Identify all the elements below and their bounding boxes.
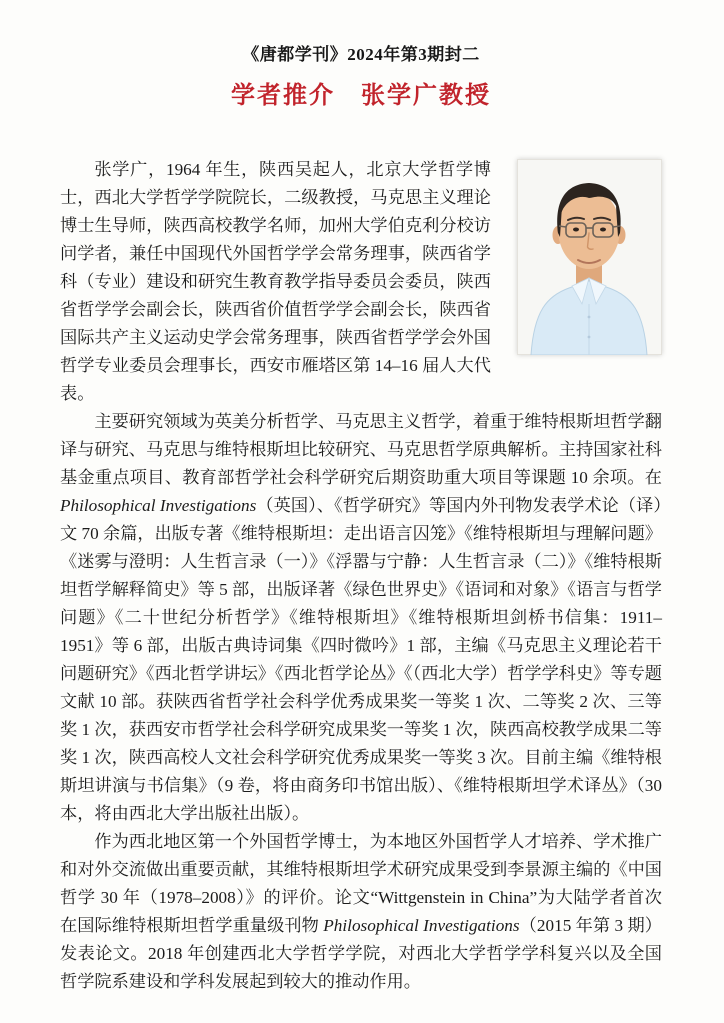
journal-issue-line: 《唐都学刊》2024年第3期封二	[242, 45, 480, 64]
text-segment: Philosophical Investigations	[323, 916, 520, 935]
article-body	[60, 156, 662, 996]
contribution-paragraph	[60, 828, 662, 996]
portrait-illustration	[517, 159, 662, 355]
text-segment: （英国）、《哲学研究》等国内外刊物发表学术论（译）文 70 余篇，出版专著《维特根斯坦：走出语言囚笼》《维特根斯坦与理解问题》《迷雾与澄明：人生哲言录（一）》《浮嚣与宁静：人生哲言录（二）》《维特根斯坦哲学解释简史》等 5 部，出版译著《绿色世界史》《语词和对象》《语言与哲学问题》《二十世纪分析哲学》《维特根斯坦》《维特根斯坦剑桥书信集：1911–1951》等 6 部，出版古典诗词集《四时微吟》1 部，主编《马克思主义理论若干问题研究》《西北哲学讲坛》《西北哲学论丛》《（西北大学）哲学学科史》等专题文献 10 部。获陕西省哲学社会科学优秀成果奖一等奖 1 次、二等奖 2 次、三等奖 1 次，获西安市哲学社会科学研究成果奖一等奖 1 次，陕西高校教学成果二等奖 1 次，陕西高校人文社会科学研究优秀成果奖一等奖 3 次。目前主编《维特根斯坦讲演与书信集》（9 卷，将由商务印书馆出版）、《维特根斯坦学术译丛》（30 本，将由西北大学出版社出版）。	[60, 496, 662, 823]
text-segment: 主要研究领域为英美分析哲学、马克思主义哲学，着重于维特根斯坦哲学翻译与研究、马克思与维特根斯坦比较研究、马克思哲学原典解析。主持国家社科基金重点项目、教育部哲学社会科学研究后期资助重大项目等课题 10 余项。在	[60, 412, 662, 487]
text-segment: 作为西北地区第一个外国哲学博士，为本地区外国哲学人才培养、学术推广和对外交流做出重要贡献，其维特根斯坦学术研究成果受到李景源主编的《中国哲学 30 年（1978–2008）》的评价。论文“Wittgenstein in China”为大陆学者首次在国际维特根斯坦哲学重量级刊物	[60, 832, 662, 935]
text-segment: Philosophical Investigations	[60, 496, 257, 515]
text-segment: 张学广，1964 年生，陕西吴起人，北京大学哲学博士，西北大学哲学学院院长，二级教授，马克思主义理论博士生导师，陕西高校教学名师，加州大学伯克利分校访问学者，兼任中国现代外国哲学学会常务理事，陕西省学科（专业）建设和研究生教育教学指导委员会委员，陕西省哲学学会副会长，陕西省价值哲学学会副会长，陕西省国际共产主义运动史学会常务理事，陕西省哲学学会外国哲学专业委员会理事长，西安市雁塔区第 14–16 届人大代表。	[60, 160, 491, 403]
text-segment: （2015 年第 3 期）发表论文。2018 年创建西北大学哲学学院，对西北大学哲学学科复兴以及全国哲学院系建设和学科发展起到较大的推动作用。	[60, 916, 662, 991]
portrait-photo	[517, 159, 662, 355]
research-paragraph	[60, 408, 662, 828]
page-content	[60, 40, 662, 996]
page-title: 学者推介 张学广教授	[231, 83, 491, 109]
